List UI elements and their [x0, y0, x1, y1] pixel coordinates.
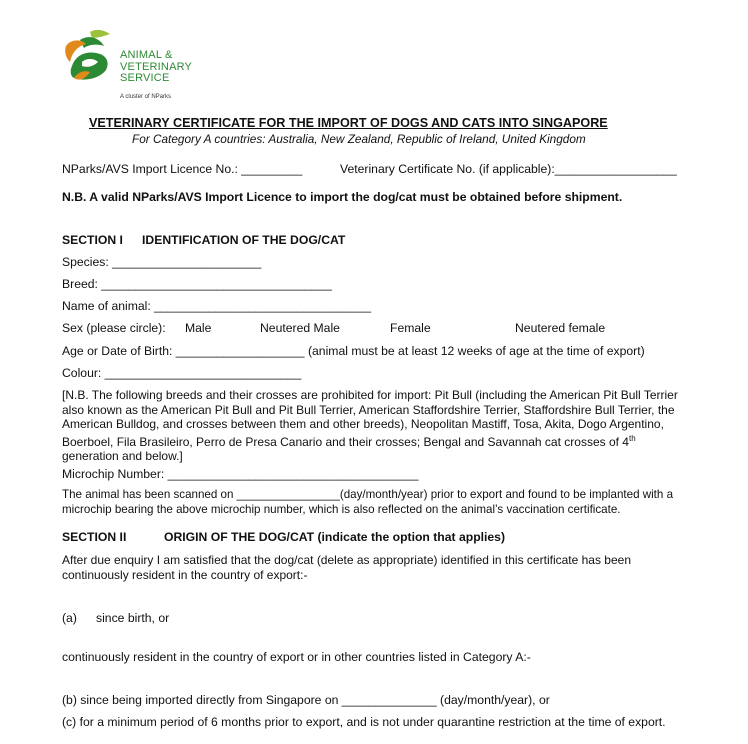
logo-line2: VETERINARY: [120, 60, 193, 73]
section1-title: IDENTIFICATION OF THE DOG/CAT: [142, 233, 346, 247]
certificate-number-field[interactable]: Veterinary Certificate No. (if applicable):__________________: [340, 162, 677, 176]
breed-field[interactable]: Breed: __________________________________: [62, 277, 332, 291]
sex-option-neutered-male[interactable]: Neutered Male: [260, 321, 340, 335]
microchip-number-field[interactable]: Microchip Number: _____________________________________: [62, 467, 419, 481]
import-licence-notice: N.B. A valid NParks/AVS Import Licence to import the dog/cat must be obtained before shipment.: [62, 190, 623, 204]
option-a-text[interactable]: since birth, or: [96, 611, 170, 625]
logo-tagline: A cluster of NParks: [120, 94, 172, 100]
continuous-residency-text: continuously resident in the country of export or in other countries listed in Category A:-: [62, 650, 531, 664]
option-b[interactable]: (b) since being imported directly from Singapore on ______________ (day/month/year), or: [62, 693, 550, 707]
document-subtitle: For Category A countries: Australia, New Zealand, Republic of Ireland, United Kingdom: [132, 132, 586, 146]
sex-option-male[interactable]: Male: [185, 321, 212, 335]
option-c[interactable]: (c) for a minimum period of 6 months prior to export, and is not under quarantine restriction at the time of export.: [62, 715, 666, 729]
scan-declaration: The animal has been scanned on ________________(day/month/year) prior to export and found to be implanted with a microchip bearing the above microchip number, which is also reflected on the animal’s vaccination certificate.: [62, 488, 674, 516]
animal-name-field[interactable]: Name of animal: ________________________________: [62, 299, 372, 313]
prohibited-breeds-text: [N.B. The following breeds and their crosses are prohibited for import: Pit Bull (including the American Pit Bull Terrier also known as the American Pit Bull and Pit Bull Terrier, American Staffordshire Terrier, Staffordshire Bull Terrier, the American Bulldog, and crosses between them and other breeds), Neopolitan Mastiff, Tosa, Akita, Dogo Argentino, Boerboel, Fila Brasileiro, Perro de Presa Canario and their crosses; Bengal and Savannah cat crosses of 4: [62, 388, 678, 449]
avs-logo-icon: [60, 26, 116, 84]
species-field[interactable]: Species: ______________________: [62, 255, 262, 269]
prohibited-breeds-note: [62, 388, 692, 464]
section2-number: SECTION II: [62, 530, 127, 544]
section2-title: ORIGIN OF THE DOG/CAT (indicate the option that applies): [164, 530, 506, 544]
prohibited-breeds-text-end: generation and below.]: [62, 449, 183, 463]
residency-intro: After due enquiry I am satisfied that the dog/cat (delete as appropriate) identified in this certificate has been continuously resident in the country of export:-: [62, 553, 631, 582]
document-title: VETERINARY CERTIFICATE FOR THE IMPORT OF DOGS AND CATS INTO SINGAPORE: [89, 116, 608, 130]
ordinal-suffix: th: [628, 433, 636, 443]
logo-line3: SERVICE: [120, 72, 170, 84]
colour-field[interactable]: Colour: _____________________________: [62, 366, 302, 380]
sex-option-neutered-female[interactable]: Neutered female: [515, 321, 606, 335]
sex-option-female[interactable]: Female: [390, 321, 431, 335]
logo-wordmark: [120, 50, 192, 85]
age-field[interactable]: Age or Date of Birth: ___________________ (animal must be at least 12 weeks of age at the time of export): [62, 344, 645, 358]
sex-label: Sex (please circle):: [62, 321, 166, 335]
section1-number: SECTION I: [62, 233, 123, 247]
option-a-label: (a): [62, 611, 77, 625]
licence-number-field[interactable]: NParks/AVS Import Licence No.: _________: [62, 162, 303, 176]
logo-line1: ANIMAL &: [120, 49, 173, 61]
